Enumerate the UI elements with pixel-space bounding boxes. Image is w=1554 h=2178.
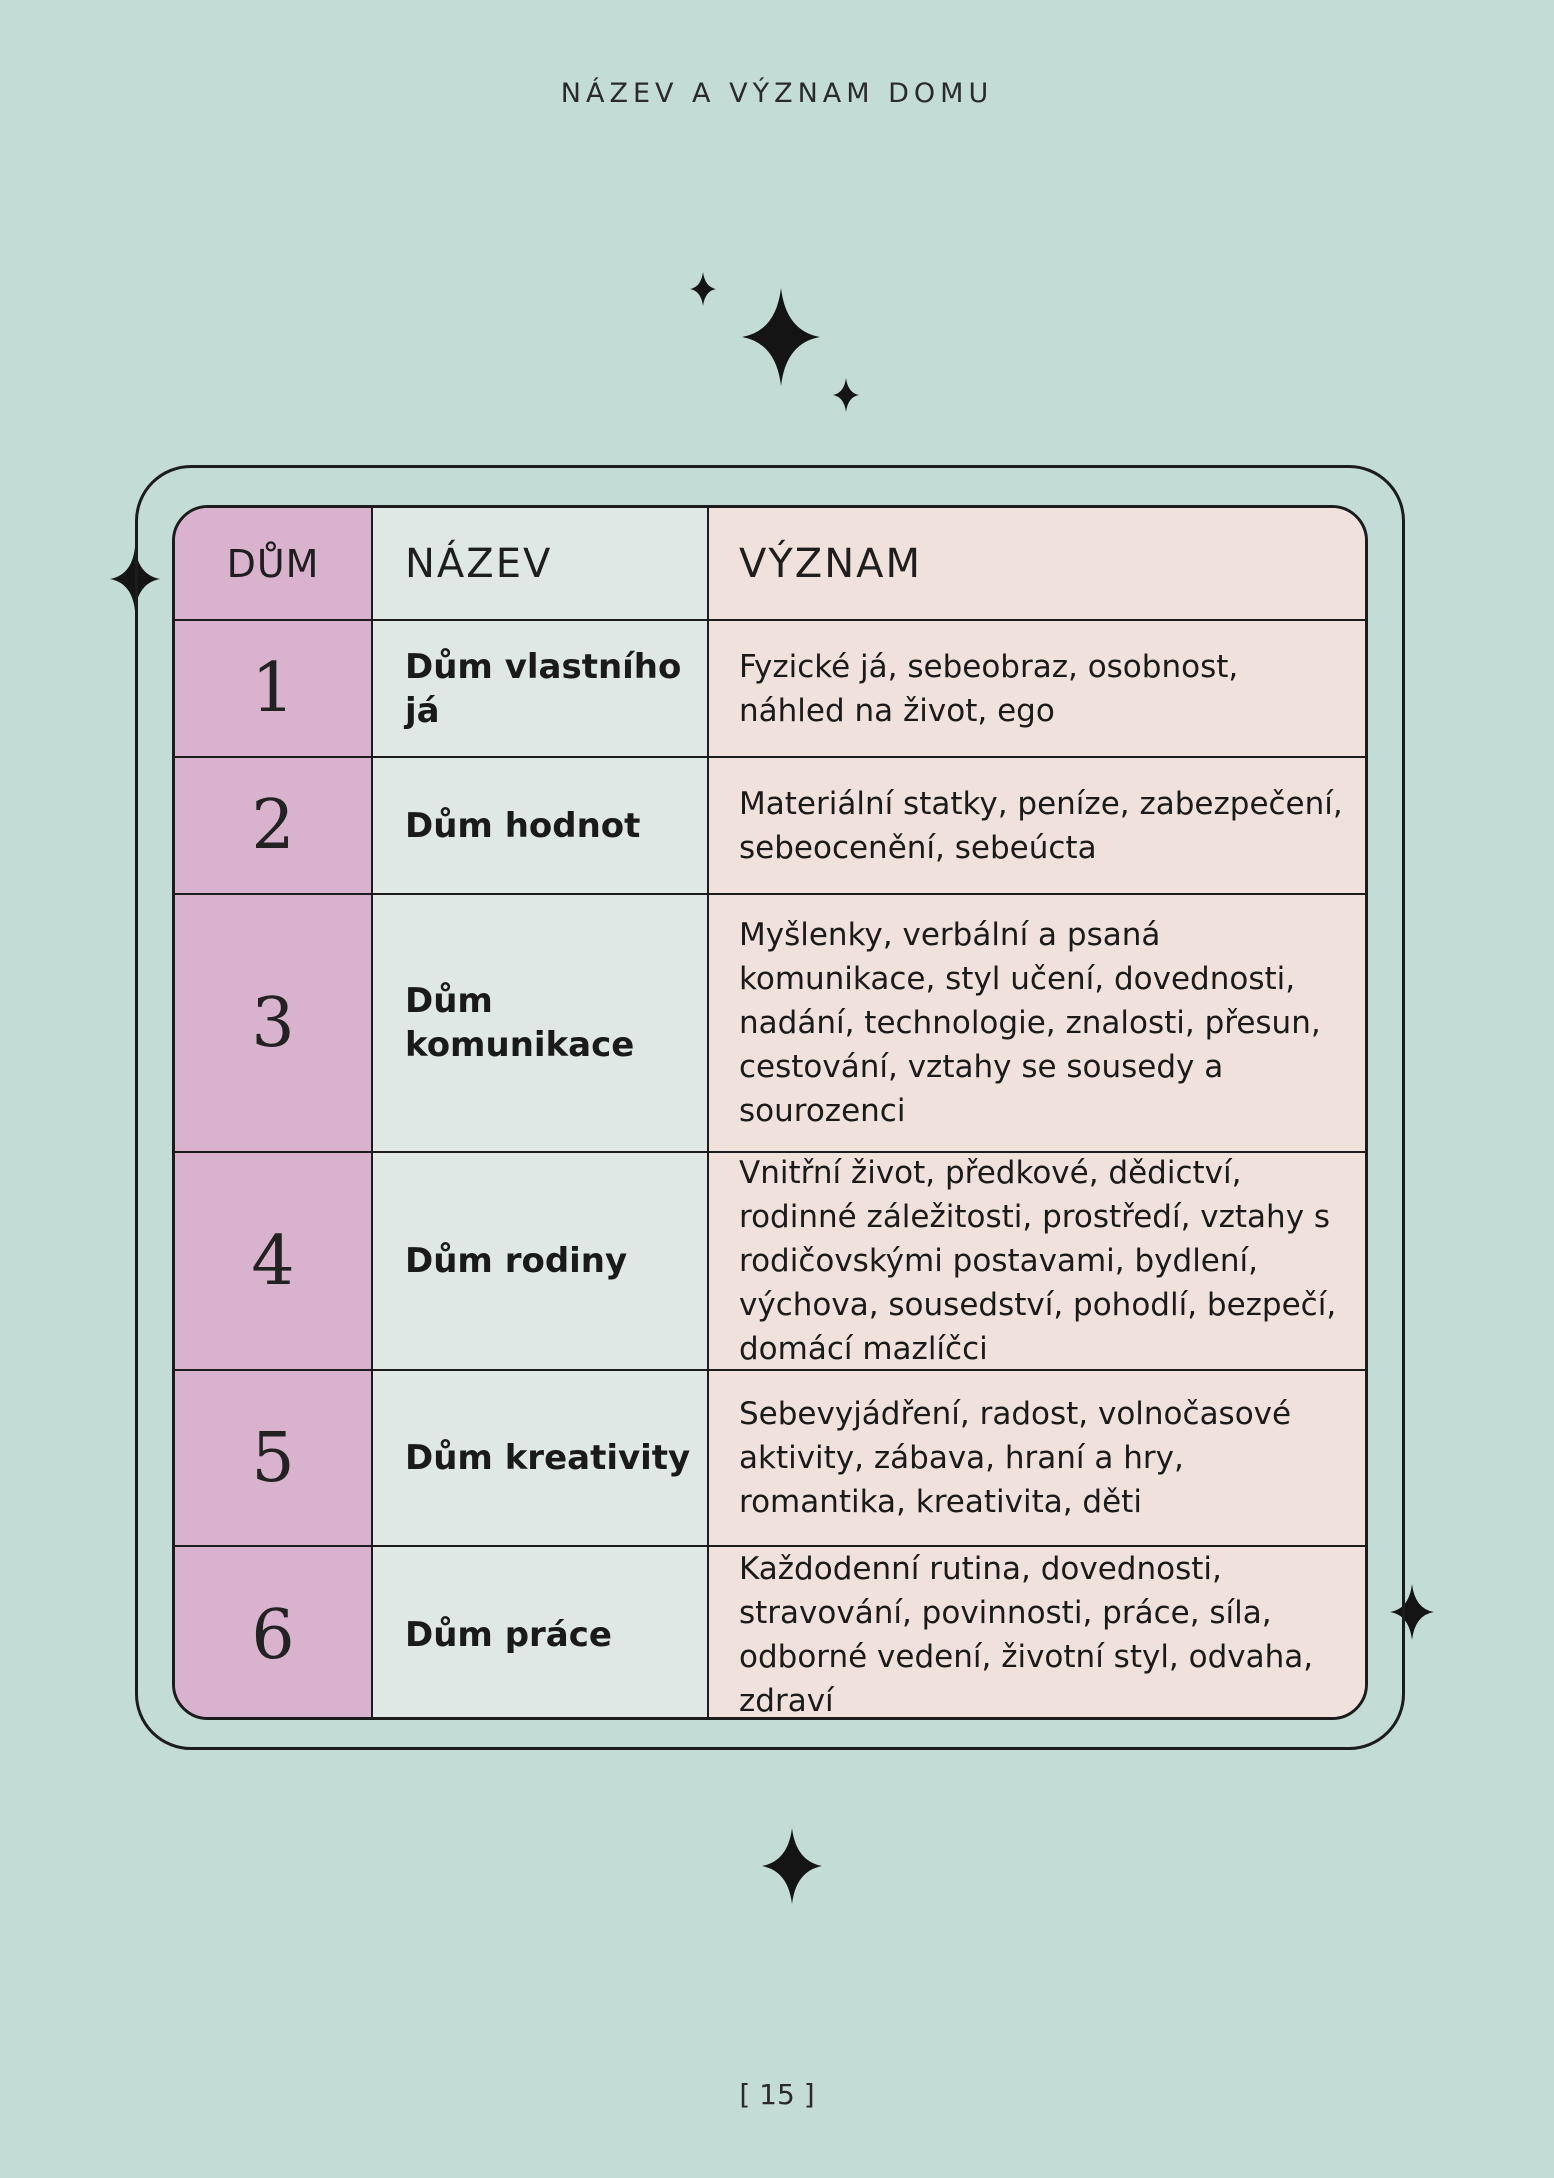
sparkle-icon	[742, 288, 820, 386]
house-meaning: Sebevyjádření, radost, volnočasové aktivity, zábava, hraní a hry, romantika, kreativita, děti	[709, 1371, 1365, 1547]
house-name: Dům vlastního já	[373, 621, 709, 758]
column-header-meaning: VÝZNAM	[709, 508, 1365, 621]
page-number: [ 15 ]	[739, 2078, 815, 2111]
house-name: Dům práce	[373, 1547, 709, 1720]
house-number: 1	[175, 621, 373, 758]
column-header-name: NÁZEV	[373, 508, 709, 621]
house-name: Dům komunikace	[373, 895, 709, 1153]
house-meaning: Fyzické já, sebeobraz, osobnost, náhled na život, ego	[709, 621, 1365, 758]
house-meaning: Vnitřní život, předkové, dědictví, rodinné záležitosti, prostředí, vztahy s rodičovskými postavami, bydlení, výchova, sousedství, pohodlí, bezpečí, domácí mazlíčci	[709, 1153, 1365, 1371]
house-meaning: Materiální statky, peníze, zabezpečení, sebeocenění, sebeúcta	[709, 758, 1365, 895]
house-number: 5	[175, 1371, 373, 1547]
sparkle-icon	[762, 1828, 822, 1904]
column-header-house: DŮM	[175, 508, 373, 621]
house-name: Dům rodiny	[373, 1153, 709, 1371]
house-number: 2	[175, 758, 373, 895]
sparkle-icon	[833, 378, 859, 412]
house-number: 4	[175, 1153, 373, 1371]
houses-table	[172, 505, 1368, 1720]
running-title: NÁZEV A VÝZNAM DOMU	[560, 78, 994, 109]
sparkle-icon	[690, 272, 716, 306]
house-number: 6	[175, 1547, 373, 1720]
house-name: Dům kreativity	[373, 1371, 709, 1547]
house-number: 3	[175, 895, 373, 1153]
house-meaning: Myšlenky, verbální a psaná komunikace, styl učení, dovednosti, nadání, technologie, znalosti, přesun, cestování, vztahy se sousedy a sourozenci	[709, 895, 1365, 1153]
house-name: Dům hodnot	[373, 758, 709, 895]
house-meaning: Každodenní rutina, dovednosti, stravování, povinnosti, práce, síla, odborné vedení, životní styl, odvaha, zdraví	[709, 1547, 1365, 1720]
